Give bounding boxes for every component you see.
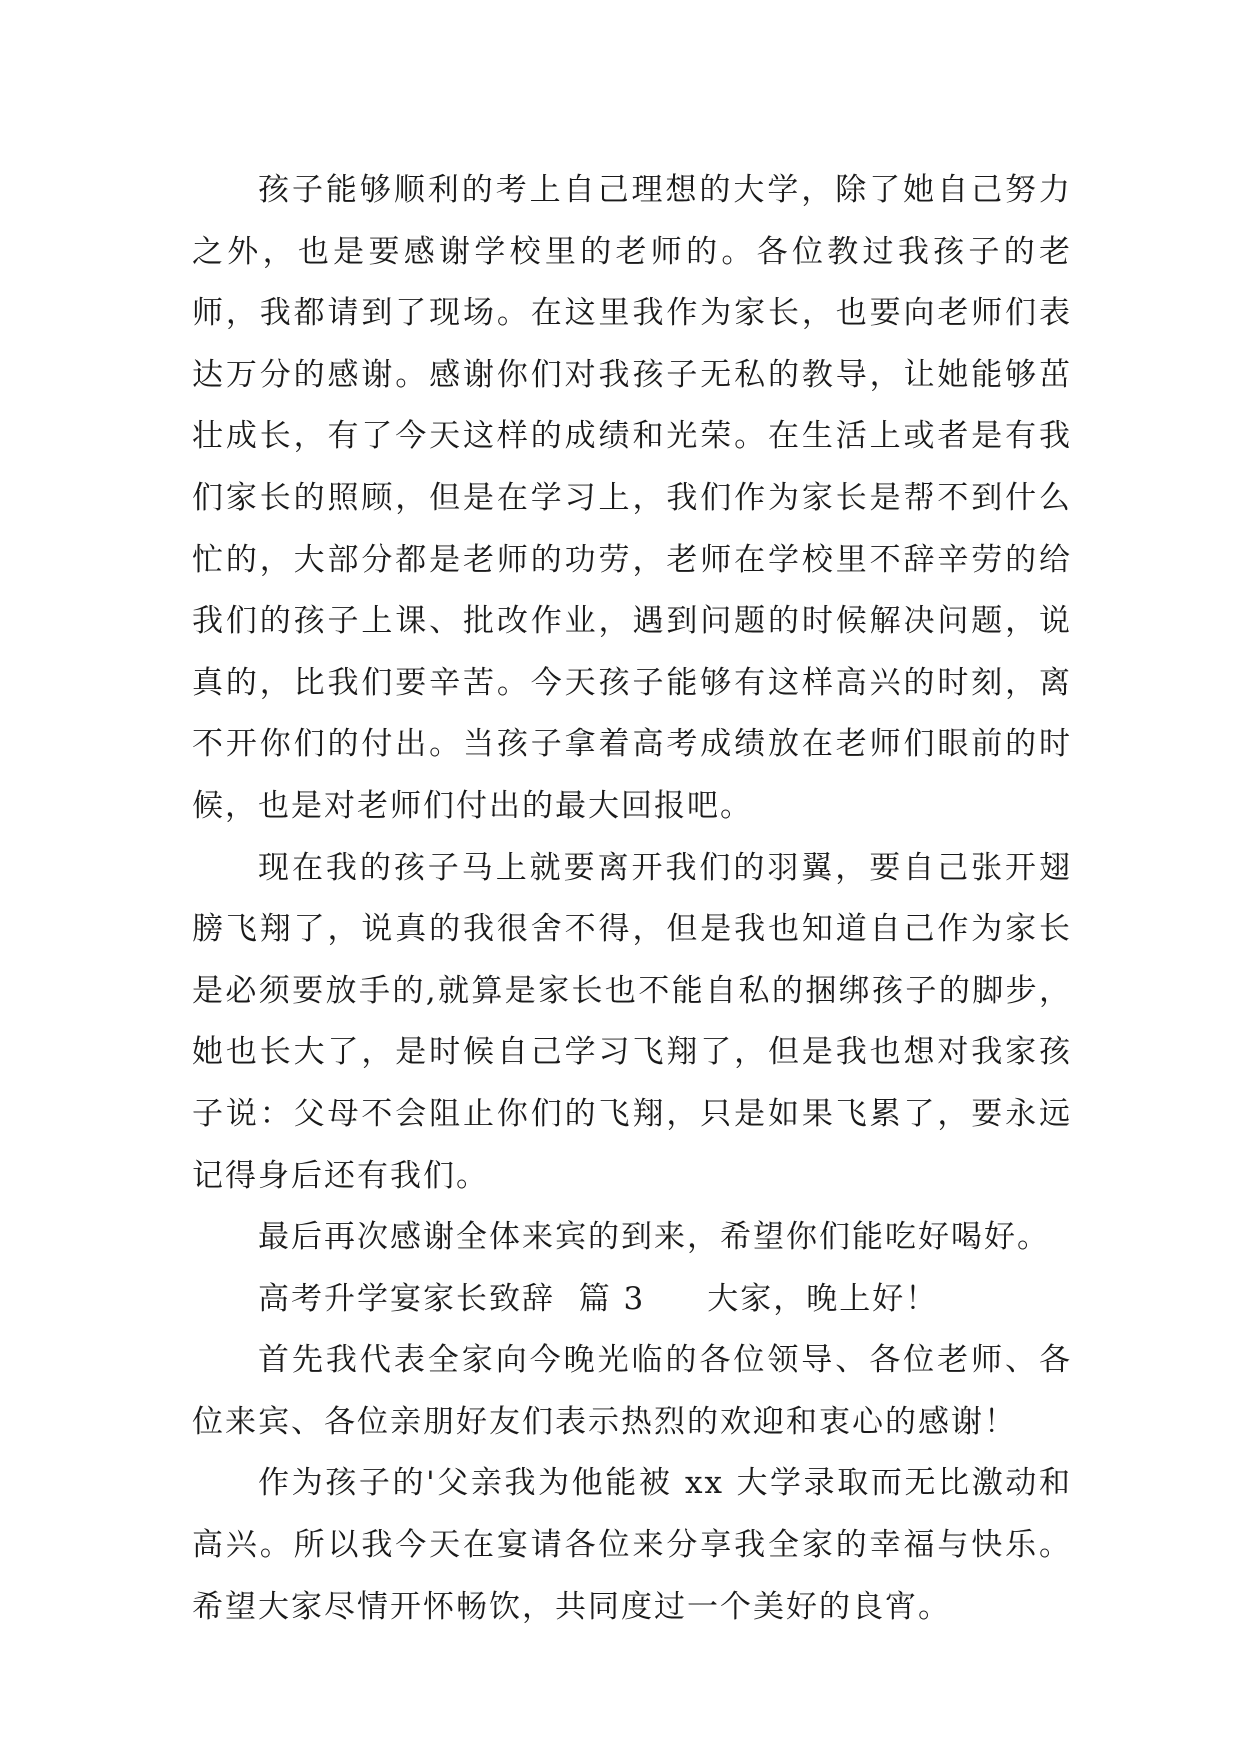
section-greeting: 大家，晚上好！ bbox=[707, 1280, 939, 1317]
document-body bbox=[192, 160, 1072, 1638]
paragraph-welcome: 首先我代表全家向今晚光临的各位领导、各位老师、各位来宾、各位亲朋好友们表示热烈的欢迎和衷心的感谢！ bbox=[192, 1342, 1072, 1440]
section-heading bbox=[192, 1269, 1072, 1331]
section-title: 高考升学宴家长致辞 篇 3 bbox=[258, 1280, 646, 1317]
paragraph-thanks-teachers: 孩子能够顺利的考上自己理想的大学，除了她自己努力之外，也是要感谢学校里的老师的。各位教过我孩子的老师，我都请到了现场。在这里我作为家长，也要向老师们表达万分的感谢。感谢你们对我孩子无私的教导，让她能够茁壮成长，有了今天这样的成绩和光荣。在生活上或者是有我们家长的照顾，但是在学习上，我们作为家长是帮不到什么忙的，大部分都是老师的功劳，老师在学校里不辞辛劳的给我们的孩子上课、批改作业，遇到问题的时候解决问题，说真的，比我们要辛苦。今天孩子能够有这样高兴的时刻，离不开你们的付出。当孩子拿着高考成绩放在老师们眼前的时候，也是对老师们付出的最大回报吧。 bbox=[192, 172, 1072, 824]
paragraph-closing-thanks: 最后再次感谢全体来宾的到来，希望你们能吃好喝好。 bbox=[258, 1219, 1050, 1256]
paragraph-father-speech: 作为孩子的'父亲我为他能被 xx 大学录取而无比激动和高兴。所以我今天在宴请各位来分享我全家的幸福与快乐。希望大家尽情开怀畅饮，共同度过一个美好的良宵。 bbox=[192, 1465, 1072, 1625]
paragraph-child-leaving: 现在我的孩子马上就要离开我们的羽翼，要自己张开翅膀飞翔了，说真的我很舍不得，但是我也知道自己作为家长是必须要放手的,就算是家长也不能自私的捆绑孩子的脚步，她也长大了，是时候自己学习飞翔了，但是我也想对我家孩子说：父母不会阻止你们的飞翔，只是如果飞累了，要永远记得身后还有我们。 bbox=[192, 849, 1072, 1194]
